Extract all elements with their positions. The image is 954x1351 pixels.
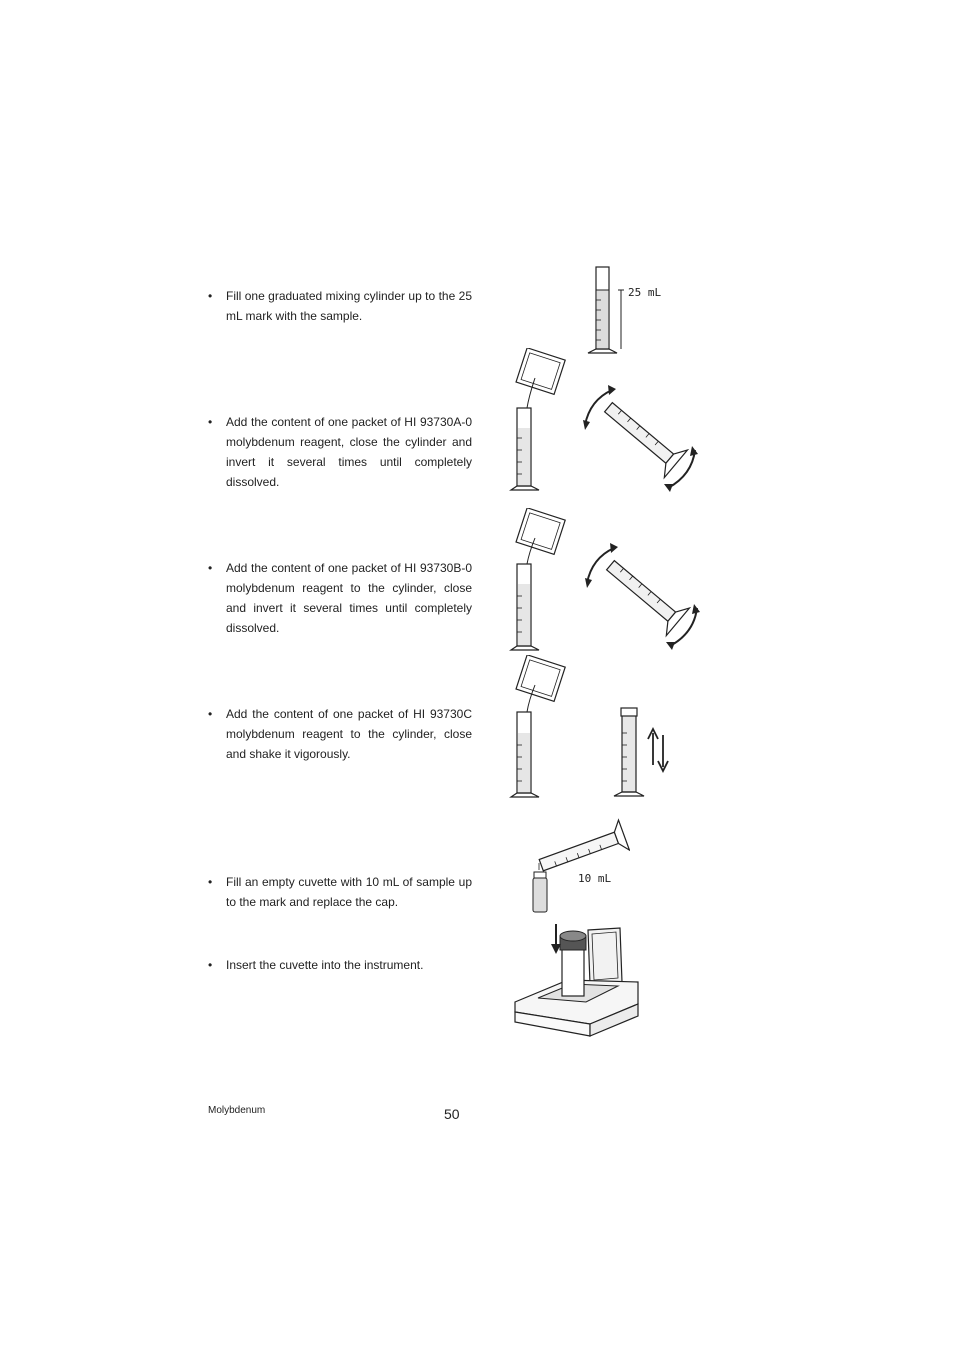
step-text: Add the content of one packet of HI 93730B-0 molybdenum reagent to the cylinder, close and invert it several times until completely dissolved. — [226, 561, 472, 635]
step-add-reagent-c — [208, 704, 472, 764]
shake-cylinder-illustration — [608, 705, 678, 800]
invert-cylinder-illustration — [580, 380, 705, 495]
bullet: • — [208, 561, 213, 575]
bullet: • — [208, 415, 213, 429]
pour-reagent-b-illustration — [505, 508, 570, 653]
bullet: • — [208, 707, 213, 721]
step-text: Fill an empty cuvette with 10 mL of sample up to the mark and replace the cap. — [226, 875, 472, 909]
step-insert-cuvette — [208, 955, 472, 975]
pour-reagent-c-illustration — [505, 655, 570, 800]
instrument-insert-illustration — [510, 920, 645, 1045]
step-text: Insert the cuvette into the instrument. — [226, 958, 424, 972]
footer-section-name: Molybdenum — [208, 1105, 266, 1116]
step-fill-cylinder — [208, 286, 472, 326]
cylinder-volume-label: 25 mL — [628, 286, 662, 299]
step-text: Add the content of one packet of HI 93730A-0 molybdenum reagent, close the cylinder and invert it several times until completely dissolved. — [226, 415, 472, 489]
step-text: Fill one graduated mixing cylinder up to the 25 mL mark with the sample. — [226, 289, 472, 323]
bullet: • — [208, 289, 213, 303]
bullet: • — [208, 875, 213, 889]
page-number: 50 — [444, 1106, 460, 1122]
step-add-reagent-b — [208, 558, 472, 638]
graduated-cylinder-illustration — [585, 262, 635, 357]
pour-reagent-a-illustration — [505, 348, 570, 493]
bullet: • — [208, 958, 213, 972]
invert-cylinder-b-illustration — [582, 538, 707, 653]
step-text: Add the content of one packet of HI 93730C molybdenum reagent to the cylinder, close and shake it vigorously. — [226, 707, 472, 761]
cuvette-volume-label: 10 mL — [578, 872, 612, 885]
fill-cuvette-illustration — [525, 805, 630, 915]
step-add-reagent-a — [208, 412, 472, 492]
step-fill-cuvette — [208, 872, 472, 912]
